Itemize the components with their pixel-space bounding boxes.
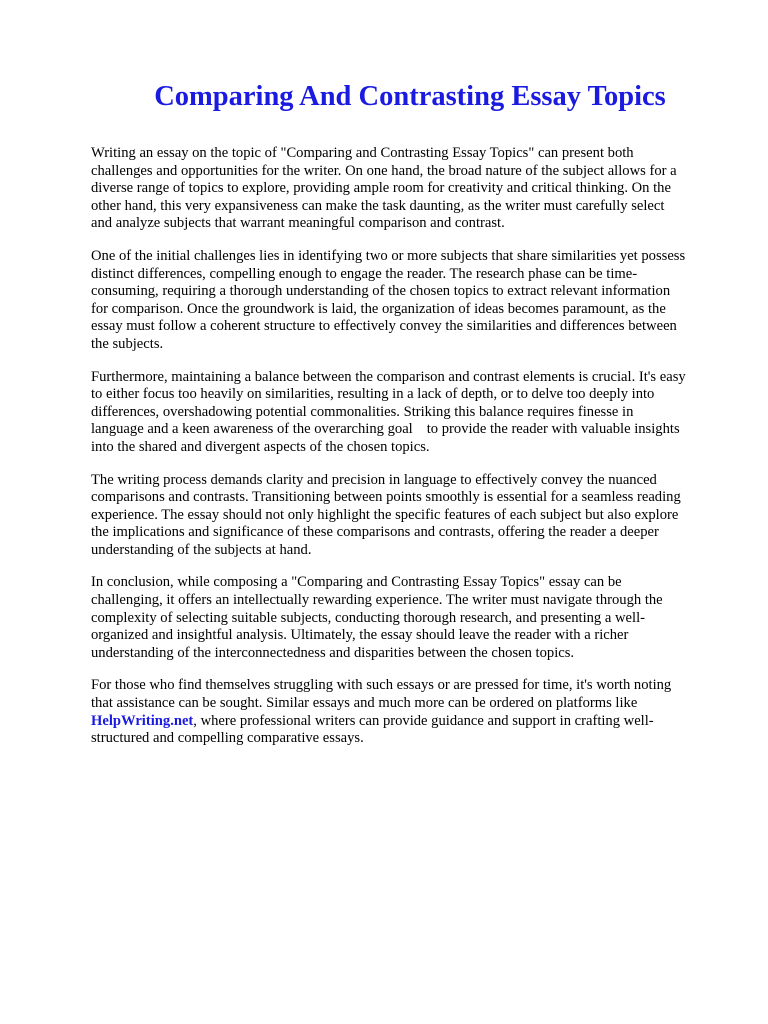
text-line — [91, 421, 727, 439]
document-title: Comparing And Contrasting Essay Topics — [154, 81, 666, 112]
text-line — [91, 713, 727, 731]
text-line: understanding of the interconnectedness and disparities between the chosen topics. — [91, 644, 575, 661]
paragraph-1 — [91, 145, 727, 233]
text-segment: to provide the reader with valuable insights — [426, 421, 680, 438]
paragraph-5 — [91, 574, 727, 662]
text-line: One of the initial challenges lies in identifying two or more subjects that share similarities yet possess — [91, 247, 686, 264]
text-line: the implications and significance of these comparisons and contrasts, offering the reader a deeper — [91, 524, 659, 541]
paragraph-3 — [91, 369, 727, 457]
text-line: that assistance can be sought. Similar essays and much more can be ordered on platforms like — [91, 695, 638, 712]
text-segment: , where professional writers can provide guidance and support in crafting well- — [193, 712, 654, 729]
text-line: for comparison. Once the groundwork is laid, the organization of ideas becomes paramount, as the — [91, 300, 666, 317]
text-line: Writing an essay on the topic of "Comparing and Contrasting Essay Topics" can present both — [91, 145, 634, 161]
text-line: experience. The essay should not only highlight the specific features of each subject but also explore — [91, 506, 679, 523]
paragraph-4 — [91, 472, 727, 560]
document-body — [91, 145, 727, 763]
text-line: the subjects. — [91, 335, 164, 352]
text-line: complexity of selecting suitable subjects, conducting thorough research, and presenting a well- — [91, 609, 645, 626]
text-line: organized and insightful analysis. Ultimately, the essay should leave the reader with a richer — [91, 627, 629, 644]
text-line: For those who find themselves struggling with such essays or are pressed for time, it's worth noting — [91, 677, 672, 694]
text-line: essay must follow a coherent structure to effectively convey the similarities and differences between — [91, 318, 677, 335]
text-line: into the shared and divergent aspects of the chosen topics. — [91, 438, 430, 455]
text-line: understanding of the subjects at hand. — [91, 541, 312, 558]
text-line: consuming, requiring a thorough understanding of the chosen topics to extract relevant information — [91, 283, 671, 300]
text-line: challenging, it offers an intellectually rewarding experience. The writer must navigate through the — [91, 592, 663, 609]
text-line: Furthermore, maintaining a balance between the comparison and contrast elements is crucial. It's easy — [91, 368, 686, 385]
text-line: structured and compelling comparative essays. — [91, 730, 364, 747]
paragraph-6 — [91, 677, 727, 747]
text-line: The writing process demands clarity and precision in language to effectively convey the nuanced — [91, 471, 657, 488]
paragraph-2 — [91, 248, 727, 354]
text-line: other hand, this very expansiveness can make the task daunting, as the writer must carefully select — [91, 197, 665, 214]
text-line: differences, overshadowing potential commonalities. Striking this balance requires finesse in — [91, 403, 634, 420]
text-line: comparisons and contrasts. Transitioning between points smoothly is essential for a seamless reading — [91, 489, 681, 506]
text-line: and analyze subjects that warrant meaningful comparison and contrast. — [91, 215, 505, 232]
text-segment: language and a keen awareness of the overarching goal — [91, 421, 413, 438]
helpwriting-link[interactable]: HelpWriting.net — [91, 712, 194, 729]
text-line: distinct differences, compelling enough to engage the reader. The research phase can be time- — [91, 265, 638, 282]
text-line: challenges and opportunities for the writer. On one hand, the broad nature of the subject allows for a — [91, 162, 677, 179]
text-line: diverse range of topics to explore, providing ample room for creativity and critical thinking. On the — [91, 180, 671, 197]
text-line: In conclusion, while composing a "Comparing and Contrasting Essay Topics" essay can be — [91, 574, 622, 591]
text-line: to either focus too heavily on similarities, resulting in a lack of depth, or to delve too deeply into — [91, 386, 655, 403]
